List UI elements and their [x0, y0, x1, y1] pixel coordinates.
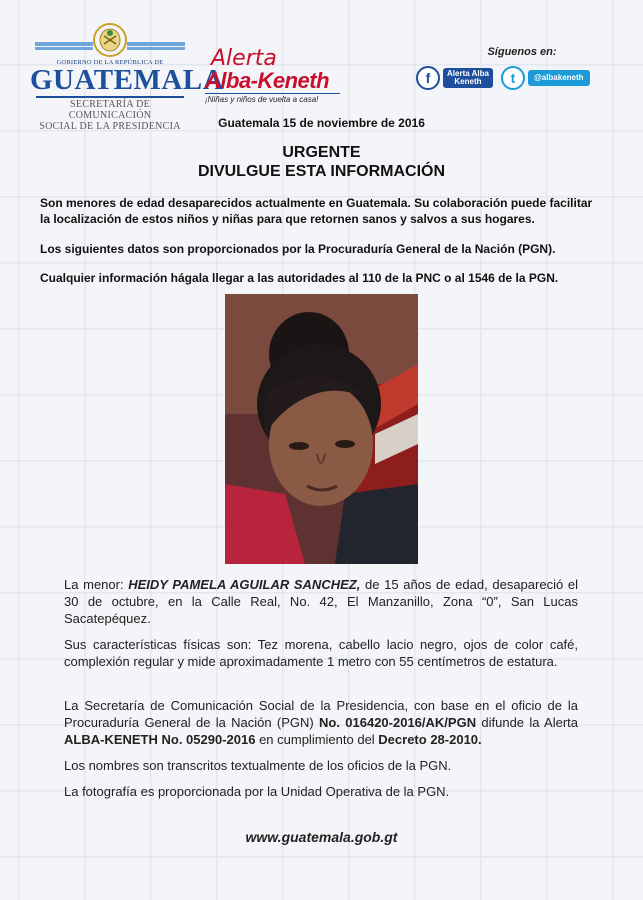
details-location: de 15 años de edad, desapareció el 30 de octubre, en la Calle Real, No. 42, El Manzanillo, Zona “0”, San Lucas Sacatepéquez.: [64, 577, 578, 626]
social-links: [416, 66, 616, 90]
details-paragraph-5: La fotografía es proporcionada por la Unidad Operativa de la PGN.: [64, 784, 450, 799]
pgn-oficio-number: No. 016420-2016/AK/PGN: [319, 715, 477, 730]
footer-website-link[interactable]: www.guatemala.gob.gt: [245, 829, 398, 845]
facebook-label-line-1: Alerta Alba: [447, 69, 489, 78]
gov-divider: [36, 96, 184, 98]
gov-secretariat-line-2: SOCIAL DE LA PRESIDENCIA: [39, 121, 181, 132]
alert-tagline: ¡Niñas y niños de vuelta a casa!: [205, 93, 340, 104]
follow-title: Síguenos en:: [487, 46, 557, 58]
details-paragraph-1: [64, 576, 578, 627]
child-name: HEIDY PAMELA AGUILAR SANCHEZ,: [128, 577, 361, 592]
portrait-icon: [225, 294, 418, 564]
alert-number: ALBA-KENETH No. 05290-2016: [64, 732, 256, 747]
alert-logo-line-2: Alba-Keneth: [205, 68, 330, 93]
details-paragraph-2: Sus características físicas son: Tez morena, cabello lacio negro, ojos de color café, complexión regular y mide aproximadamente 1 metro con 55 centímetros de estatura.: [64, 637, 578, 669]
details-p3-c: difunde la Alerta: [476, 715, 578, 730]
gov-small-caption: GOBIERNO DE LA REPÚBLICA DE: [56, 59, 164, 66]
coat-of-arms-icon: [35, 22, 185, 58]
gov-secretariat-line-1: SECRETARÍA DE COMUNICACIÓN: [68, 99, 152, 121]
details-paragraph-3: [64, 697, 578, 748]
details-p3-e: en cumplimiento del: [255, 732, 379, 747]
intro-paragraph-3: Cualquier información hágala llegar a las autoridades al 110 de la PNC o al 1546 de la PGN.: [40, 271, 559, 285]
decree-number: Decreto 28-2010.: [378, 732, 482, 747]
missing-child-photo: [225, 294, 418, 564]
headline: [0, 143, 643, 181]
gov-name: GUATEMALA: [30, 64, 225, 96]
alba-keneth-logo: [205, 48, 340, 104]
twitter-icon[interactable]: t: [501, 66, 525, 90]
details-p3-a: La Secretaría de Comunicación Social de la Presidencia, con base en el oficio de la Procuraduría General de la Nación (PGN): [64, 698, 578, 730]
facebook-label-line-2: Keneth: [454, 77, 482, 86]
facebook-link[interactable]: [443, 68, 493, 88]
headline-urgent: URGENTE: [282, 144, 361, 161]
details-paragraph-4: Los nombres son transcritos textualmente de los oficios de la PGN.: [64, 758, 452, 773]
headline-divulgue: DIVULGUE ESTA INFORMACIÓN: [197, 163, 446, 180]
details-prefix: La menor:: [64, 577, 129, 592]
alert-date: Guatemala 15 de noviembre de 2016: [218, 116, 425, 130]
alert-logo-line-1: Alerta: [211, 46, 277, 71]
intro-paragraph-1: Son menores de edad desaparecidos actualmente en Guatemala. Su colaboración puede facilitar la localización de estos niños y niñas para que retornen sanos y salvos a sus hogares.: [40, 196, 593, 226]
social-follow: [416, 46, 616, 90]
facebook-icon[interactable]: f: [416, 66, 440, 90]
intro-paragraph-2: Los siguientes datos son proporcionados por la Procuraduría General de la Nación (PGN).: [40, 242, 556, 256]
twitter-link[interactable]: @albakeneth: [528, 70, 590, 86]
